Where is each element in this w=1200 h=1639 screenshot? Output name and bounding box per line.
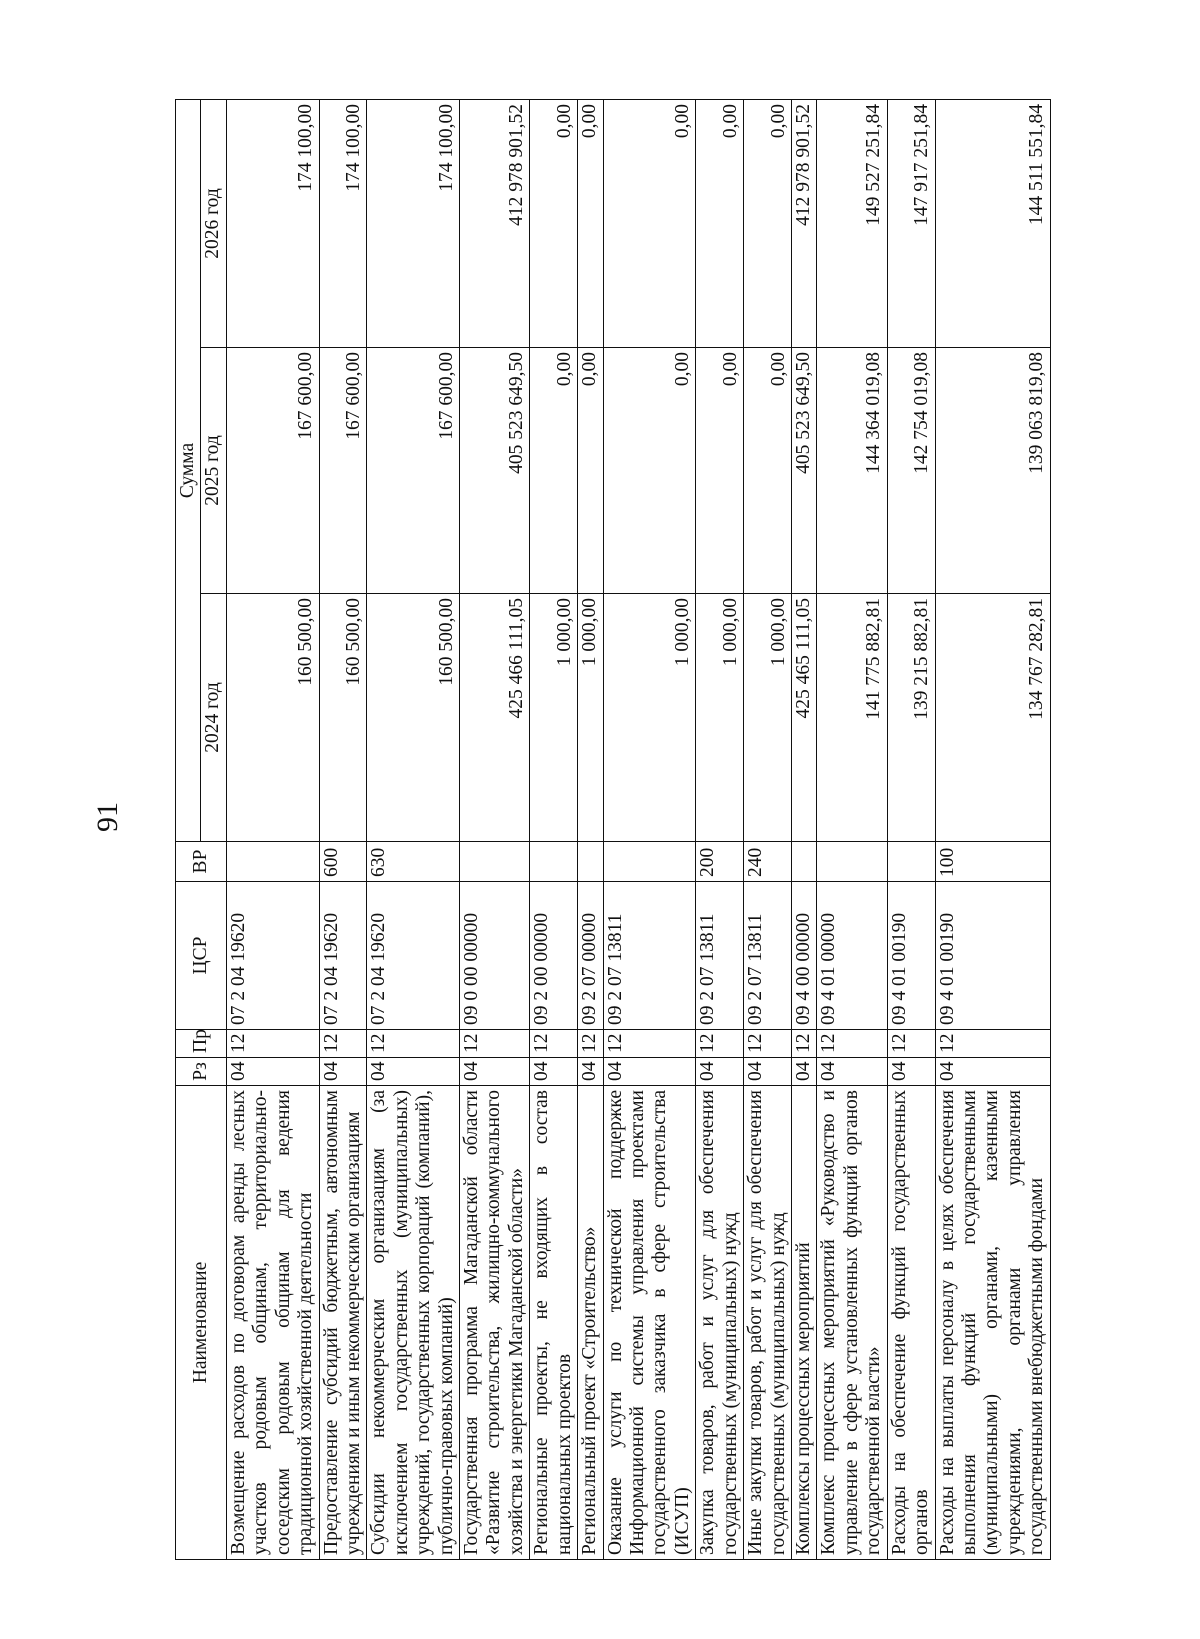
- table-row: [530, 100, 578, 1560]
- row-vr: [817, 842, 887, 882]
- row-name: Комплексы процессных мероприятий: [791, 1086, 816, 1560]
- row-csr: 09 4 00 00000: [791, 882, 816, 1030]
- row-amount-2025: 144 364 019,08: [817, 348, 887, 594]
- row-amount-2024: 1 000,00: [744, 594, 792, 842]
- row-pr: 12: [935, 1030, 1050, 1058]
- row-amount-2024: 141 775 882,81: [817, 594, 887, 842]
- row-vr: [460, 842, 530, 882]
- header-vr: ВР: [176, 842, 227, 882]
- row-name: Оказание услуги по технической поддержке Информационной системы управления проектами государственного заказчика в сфере строительства (ИСУП): [603, 1086, 696, 1560]
- row-rz: 04: [744, 1058, 792, 1086]
- table-row: [603, 100, 696, 1560]
- row-pr: 12: [578, 1030, 603, 1058]
- table-row: [696, 100, 744, 1560]
- row-vr: 630: [367, 842, 460, 882]
- row-name: Комплекс процессных мероприятий «Руководство и управление в сфере установленных функций органов государственной власти»: [817, 1086, 887, 1560]
- row-csr: 09 4 01 00190: [887, 882, 935, 1030]
- row-amount-2024: 425 465 111,05: [791, 594, 816, 842]
- table-row: [744, 100, 792, 1560]
- row-amount-2025: 167 600,00: [319, 348, 367, 594]
- row-csr: 09 2 07 00000: [578, 882, 603, 1030]
- row-vr: [226, 842, 319, 882]
- row-amount-2025: 167 600,00: [226, 348, 319, 594]
- row-pr: 12: [460, 1030, 530, 1058]
- page-number: 91: [91, 802, 124, 832]
- row-pr: 12: [817, 1030, 887, 1058]
- row-vr: [791, 842, 816, 882]
- row-amount-2025: 0,00: [578, 348, 603, 594]
- table-row: [817, 100, 887, 1560]
- row-rz: 04: [791, 1058, 816, 1086]
- table-row: [935, 100, 1050, 1560]
- row-amount-2024: 160 500,00: [319, 594, 367, 842]
- header-row-1: [176, 100, 201, 1560]
- table-row: [367, 100, 460, 1560]
- row-name: Региональный проект «Строительство»: [578, 1086, 603, 1560]
- row-csr: 07 2 04 19620: [226, 882, 319, 1030]
- row-rz: 04: [226, 1058, 319, 1086]
- row-rz: 04: [887, 1058, 935, 1086]
- table-row: [578, 100, 603, 1560]
- row-amount-2025: 0,00: [530, 348, 578, 594]
- row-vr: 200: [696, 842, 744, 882]
- row-pr: 12: [744, 1030, 792, 1058]
- header-name: Наименование: [176, 1086, 227, 1560]
- row-amount-2024: 1 000,00: [578, 594, 603, 842]
- row-amount-2024: 160 500,00: [226, 594, 319, 842]
- row-rz: 04: [530, 1058, 578, 1086]
- row-vr: [578, 842, 603, 882]
- row-csr: 09 2 07 13811: [744, 882, 792, 1030]
- row-name: Субсидии некоммерческим организациям (за исключением государственных (муниципальных) учреждений, государственных корпораций (компаний), публично-правовых компаний): [367, 1086, 460, 1560]
- row-amount-2026: 149 527 251,84: [817, 100, 887, 348]
- header-pr: Пр: [176, 1030, 227, 1058]
- row-pr: 12: [696, 1030, 744, 1058]
- row-amount-2025: 405 523 649,50: [460, 348, 530, 594]
- header-sum: Сумма: [176, 100, 201, 842]
- header-year-2024: 2024 год: [201, 594, 226, 842]
- row-amount-2026: 0,00: [530, 100, 578, 348]
- row-vr: 240: [744, 842, 792, 882]
- row-name: Закупка товаров, работ и услуг для обеспечения государственных (муниципальных) нужд: [696, 1086, 744, 1560]
- row-amount-2026: 147 917 251,84: [887, 100, 935, 348]
- row-amount-2025: 405 523 649,50: [791, 348, 816, 594]
- row-amount-2026: 412 978 901,52: [460, 100, 530, 348]
- row-amount-2025: 139 063 819,08: [935, 348, 1050, 594]
- table-body: [226, 100, 1050, 1560]
- row-csr: 07 2 04 19620: [319, 882, 367, 1030]
- row-csr: 09 2 07 13811: [603, 882, 696, 1030]
- row-amount-2024: 425 466 111,05: [460, 594, 530, 842]
- header-rz: Рз: [176, 1058, 227, 1086]
- row-amount-2024: 160 500,00: [367, 594, 460, 842]
- row-vr: [603, 842, 696, 882]
- row-amount-2026: 144 511 551,84: [935, 100, 1050, 348]
- row-amount-2025: 167 600,00: [367, 348, 460, 594]
- row-amount-2026: 174 100,00: [367, 100, 460, 348]
- row-pr: 12: [226, 1030, 319, 1058]
- row-name: Иные закупки товаров, работ и услуг для обеспечения государственных (муниципальных) нужд: [744, 1086, 792, 1560]
- row-amount-2024: 1 000,00: [603, 594, 696, 842]
- row-csr: 09 2 07 13811: [696, 882, 744, 1030]
- row-rz: 04: [696, 1058, 744, 1086]
- row-pr: 12: [319, 1030, 367, 1058]
- row-csr: 07 2 04 19620: [367, 882, 460, 1030]
- row-amount-2025: 0,00: [744, 348, 792, 594]
- row-amount-2026: 0,00: [578, 100, 603, 348]
- budget-table: [175, 99, 1051, 1560]
- row-amount-2024: 139 215 882,81: [887, 594, 935, 842]
- row-rz: 04: [578, 1058, 603, 1086]
- row-amount-2024: 1 000,00: [530, 594, 578, 842]
- row-pr: 12: [887, 1030, 935, 1058]
- row-amount-2025: 142 754 019,08: [887, 348, 935, 594]
- table-row: [226, 100, 319, 1560]
- row-name: Возмещение расходов по договорам аренды лесных участков родовым общинам, территориально-соседским родовым общинам для ведения традиционной хозяйственной деятельности: [226, 1086, 319, 1560]
- row-amount-2026: 0,00: [603, 100, 696, 348]
- row-amount-2024: 134 767 282,81: [935, 594, 1050, 842]
- row-name: Расходы на обеспечение функций государственных органов: [887, 1086, 935, 1560]
- row-amount-2026: 0,00: [744, 100, 792, 348]
- row-pr: 12: [530, 1030, 578, 1058]
- table-row: [460, 100, 530, 1560]
- row-amount-2024: 1 000,00: [696, 594, 744, 842]
- row-amount-2026: 174 100,00: [319, 100, 367, 348]
- row-pr: 12: [367, 1030, 460, 1058]
- header-year-2025: 2025 год: [201, 348, 226, 594]
- row-name: Предоставление субсидий бюджетным, автономным учреждениям и иным некоммерческим организациям: [319, 1086, 367, 1560]
- row-pr: 12: [791, 1030, 816, 1058]
- row-vr: 100: [935, 842, 1050, 882]
- row-csr: 09 4 01 00000: [817, 882, 887, 1030]
- row-rz: 04: [935, 1058, 1050, 1086]
- row-name: Региональные проекты, не входящих в состав национальных проектов: [530, 1086, 578, 1560]
- row-csr: 09 2 00 00000: [530, 882, 578, 1030]
- row-name: Государственная программа Магаданской области «Развитие строительства, жилищно-коммунального хозяйства и энергетики Магаданской области»: [460, 1086, 530, 1560]
- table-row: [319, 100, 367, 1560]
- row-amount-2025: 0,00: [696, 348, 744, 594]
- row-rz: 04: [367, 1058, 460, 1086]
- row-rz: 04: [817, 1058, 887, 1086]
- row-amount-2026: 174 100,00: [226, 100, 319, 348]
- row-rz: 04: [319, 1058, 367, 1086]
- row-amount-2026: 412 978 901,52: [791, 100, 816, 348]
- row-pr: 12: [603, 1030, 696, 1058]
- header-year-2026: 2026 год: [201, 100, 226, 348]
- row-rz: 04: [460, 1058, 530, 1086]
- row-vr: [887, 842, 935, 882]
- table-row: [791, 100, 816, 1560]
- row-name: Расходы на выплаты персоналу в целях обеспечения выполнения функций государственными (муниципальными) органами, казенными учреждениями, органами управления государственными внебюджетными фондами: [935, 1086, 1050, 1560]
- row-amount-2025: 0,00: [603, 348, 696, 594]
- row-vr: 600: [319, 842, 367, 882]
- row-csr: 09 4 01 00190: [935, 882, 1050, 1030]
- row-rz: 04: [603, 1058, 696, 1086]
- table-row: [887, 100, 935, 1560]
- header-csr: ЦСР: [176, 882, 227, 1030]
- row-csr: 09 0 00 00000: [460, 882, 530, 1030]
- rotated-table-container: [175, 100, 1055, 1560]
- row-vr: [530, 842, 578, 882]
- row-amount-2026: 0,00: [696, 100, 744, 348]
